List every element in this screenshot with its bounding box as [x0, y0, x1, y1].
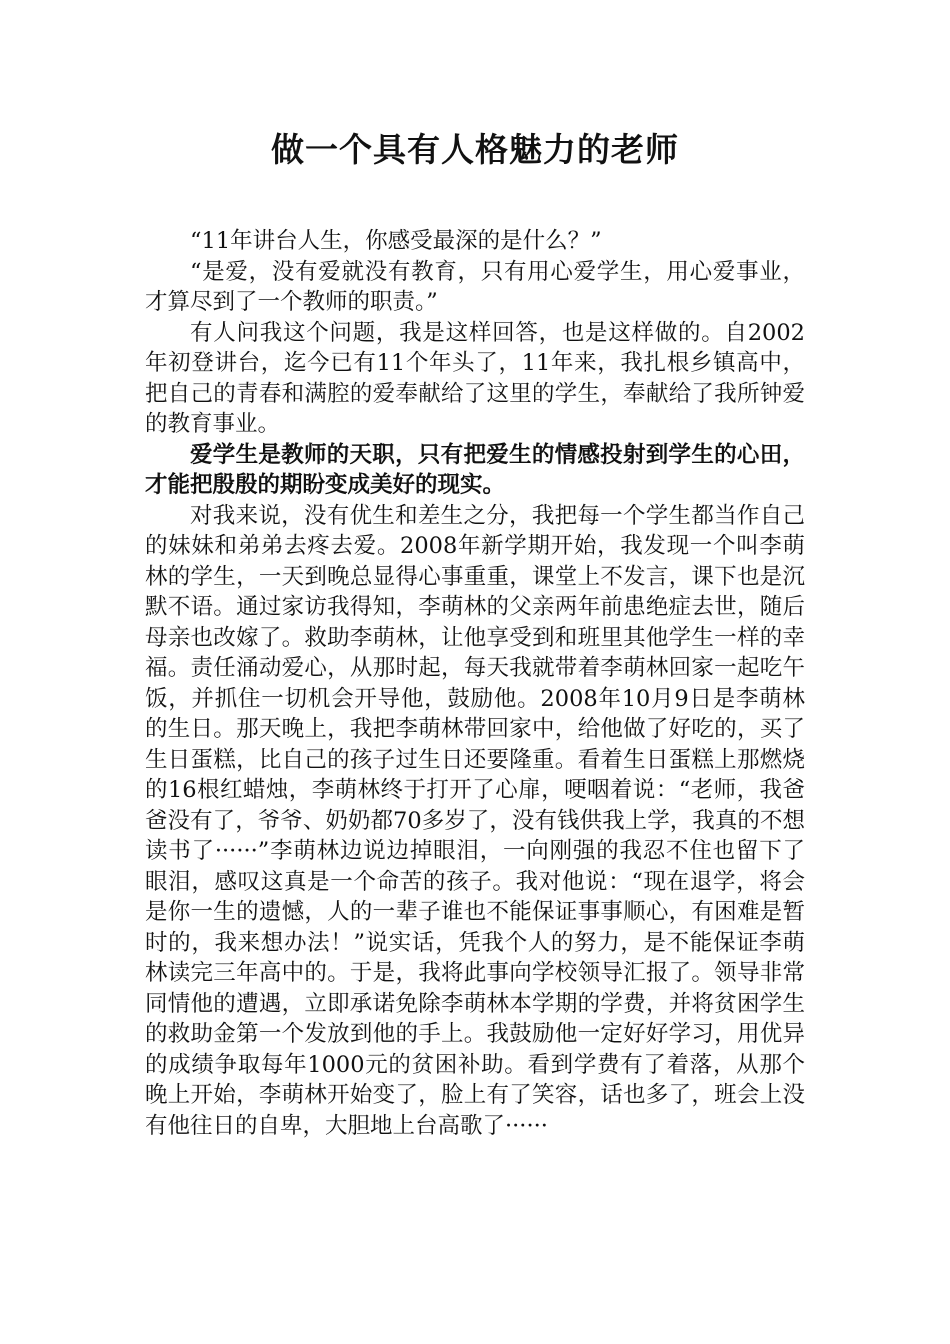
paragraph-answer: “是爱，没有爱就没有教育，只有用心爱学生，用心爱事业，才算尽到了一个教师的职责。” [145, 258, 805, 315]
document-title: 做一个具有人格魅力的老师 [271, 130, 679, 169]
paragraph-story: 对我来说，没有优生和差生之分，我把每一个学生都当作自己的妹妹和弟弟去疼去爱。2008年新学期开始，我发现一个叫李萌林的学生，一天到晚总显得心事重重，课堂上不发言，课下也是沉默不语。通过家访我得知，李萌林的父亲两年前患绝症去世，随后母亲也改嫁了。救助李萌林，让他享受到和班里其他学生一样的幸福。责任涌动爱心，从那时起，每天我就带着李萌林回家一起吃午饭，并抓住一切机会开导他，鼓励他。2008年10月9日是李萌林的生日。那天晚上，我把李萌林带回家中，给他做了好吃的，买了生日蛋糕，比自己的孩子过生日还要隆重。看着生日蛋糕上那燃烧的16根红蜡烛，李萌林终于打开了心扉，哽咽着说：“老师，我爸爸没有了，爷爷、奶奶都70多岁了，没有钱供我上学，我真的不想读书了······”李萌林边说边掉眼泪，一向刚强的我忍不住也留下了眼泪，感叹这真是一个命苦的孩子。我对他说：“现在退学，将会是你一生的遗憾，人的一辈子谁也不能保证事事顺心，有困难是暂时的，我来想办法！”说实话，凭我个人的努力，是不能保证李萌林读完三年高中的。于是，我将此事向学校领导汇报了。领导非常同情他的遭遇，立即承诺免除李萌林本学期的学费，并将贫困学生的救助金第一个发放到他的手上。我鼓励他一定好好学习，用优异的成绩争取每年1000元的贫困补助。看到学费有了着落，从那个晚上开始，李萌林开始变了，脸上有了笑容，话也多了，班会上没有他往日的自卑，大胆地上台高歌了······ [145, 502, 805, 1139]
paragraph-bold-thesis: 爱学生是教师的天职，只有把爱生的情感投射到学生的心田，才能把殷殷的期盼变成美好的现实。 [145, 441, 805, 498]
document-body [145, 226, 805, 1141]
paragraph-question: “11年讲台人生，你感受最深的是什么？” [190, 228, 602, 254]
paragraph-intro: 有人问我这个问题，我是这样回答，也是这样做的。自2002年初登讲台，迄今已有11个年头了，11年来，我扎根乡镇高中，把自己的青春和满腔的爱奉献给了这里的学生，奉献给了我所钟爱的教育事业。 [145, 319, 805, 437]
